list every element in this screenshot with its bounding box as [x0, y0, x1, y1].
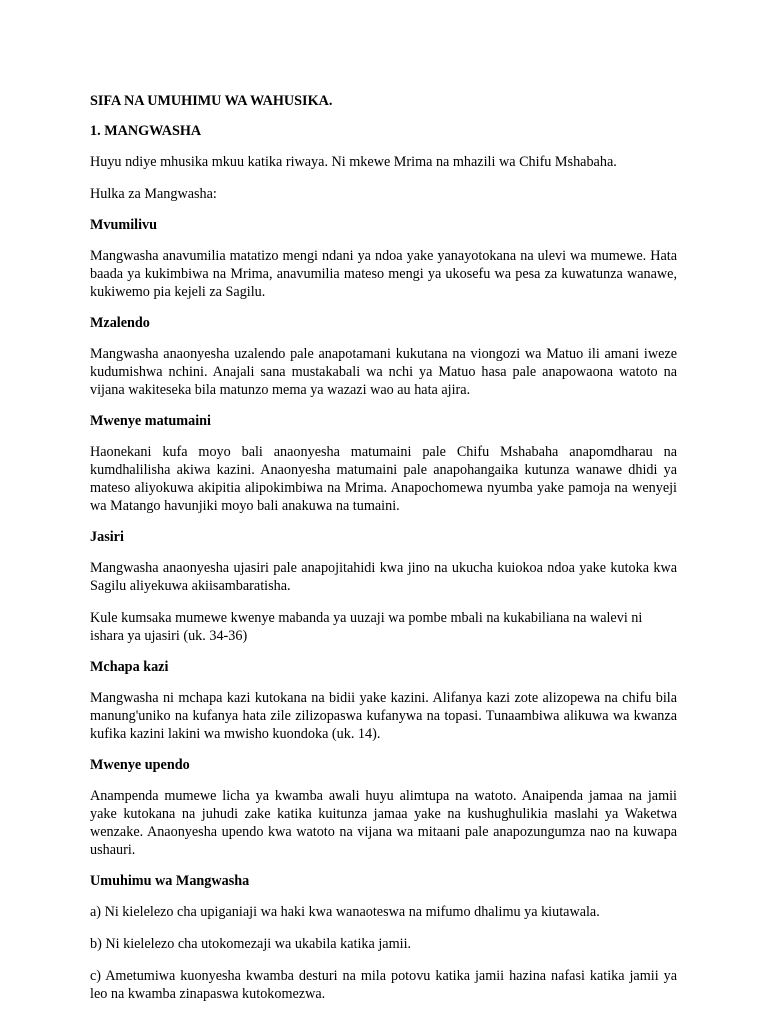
trait-paragraph-mzalendo: Mangwasha anaonyesha uzalendo pale anapotamani kukutana na viongozi wa Matuo ili amani iweze kudumishwa nchini. Anajali sana mustakabali wa nchi ya Matuo hasa pale anapowaona watoto na vijana wakiteseka bila matunzo mema ya wazazi wao au hata ajira. [90, 346, 677, 398]
document-title: SIFA NA UMUHIMU WA WAHUSIKA. [90, 93, 333, 109]
trait-paragraph-mchapa-kazi: Mangwasha ni mchapa kazi kutokana na bidii yake kazini. Alifanya kazi zote alizopewa na chifu bila manung'uniko na kufanya hata zile zilizopaswa kufanywa na topasi. Tunaambiwa alikuwa wa kwanza kufika kazini lakini wa mwisho kuondoka (uk. 14). [90, 690, 677, 742]
importance-item-c: c) Ametumiwa kuonyesha kwamba desturi na mila potovu katika jamii hazina nafasi katika jamii ya leo na kwamba zinapaswa kutokomezwa. [90, 968, 677, 1002]
trait-heading-mchapa-kazi: Mchapa kazi [90, 659, 169, 675]
trait-heading-mvumilivu: Mvumilivu [90, 217, 158, 233]
importance-item-a: a) Ni kielelezo cha upiganiaji wa haki kwa wanaoteswa na mifumo dhalimu ya kiutawala. [90, 904, 600, 920]
trait-heading-mzalendo: Mzalendo [90, 315, 150, 331]
trait-paragraph-mwenye-matumaini: Haonekani kufa moyo bali anaonyesha matumaini pale Chifu Mshabaha anapomdharau na kumdhalilisha akiwa kazini. Anaonyesha matumaini pale anapohangaika kutunza wanawe dhidi ya mateso aliyokuwa akipitia alipokimbiwa na Mrima. Anapochomewa nyumba yake pamoja na wenyeji wa Matango havunjiki moyo bali anakuwa na tumaini. [90, 444, 677, 514]
trait-heading-mwenye-upendo: Mwenye upendo [90, 757, 190, 773]
document-page [90, 93, 677, 1017]
importance-heading: Umuhimu wa Mangwasha [90, 873, 250, 889]
trait-heading-mwenye-matumaini: Mwenye matumaini [90, 413, 211, 429]
trait-paragraph-jasiri-2: Kule kumsaka mumewe kwenye mabanda ya uuzaji wa pombe mbali na kukabiliana na walevi ni ishara ya ujasiri (uk. 34-36) [90, 610, 643, 644]
trait-paragraph-jasiri-1: Mangwasha anaonyesha ujasiri pale anapojitahidi kwa jino na ukucha kuiokoa ndoa yake kutoka kwa Sagilu aliyekuwa akiisambaratisha. [90, 560, 677, 594]
trait-paragraph-mvumilivu: Mangwasha anavumilia matatizo mengi ndani ya ndoa yake yanayotokana na ulevi wa mumewe. Hata baada ya kukimbiwa na Mrima, anavumilia mateso mengi ya ukosefu wa pesa za kuwatunza wanawe, kukiwemo pia kejeli za Sagilu. [90, 248, 677, 300]
importance-item-b: b) Ni kielelezo cha utokomezaji wa ukabila katika jamii. [90, 936, 412, 952]
trait-heading-jasiri: Jasiri [90, 529, 124, 545]
intro-paragraph: Huyu ndiye mhusika mkuu katika riwaya. Ni mkewe Mrima na mhazili wa Chifu Mshabaha. [90, 154, 617, 170]
trait-paragraph-mwenye-upendo: Anampenda mumewe licha ya kwamba awali huyu alimtupa na watoto. Anaipenda jamaa na jamii yake kutokana na juhudi zake katika kuitunza jamaa yake na kushughulikia maslahi ya Waketwa wenzake. Anaonyesha upendo kwa watoto na vijana wa mitaani pale anapozungumza nao na kuwapa ushauri. [90, 788, 677, 858]
traits-label: Hulka za Mangwasha: [90, 186, 217, 202]
section-heading-mangwasha: 1. MANGWASHA [90, 123, 202, 139]
